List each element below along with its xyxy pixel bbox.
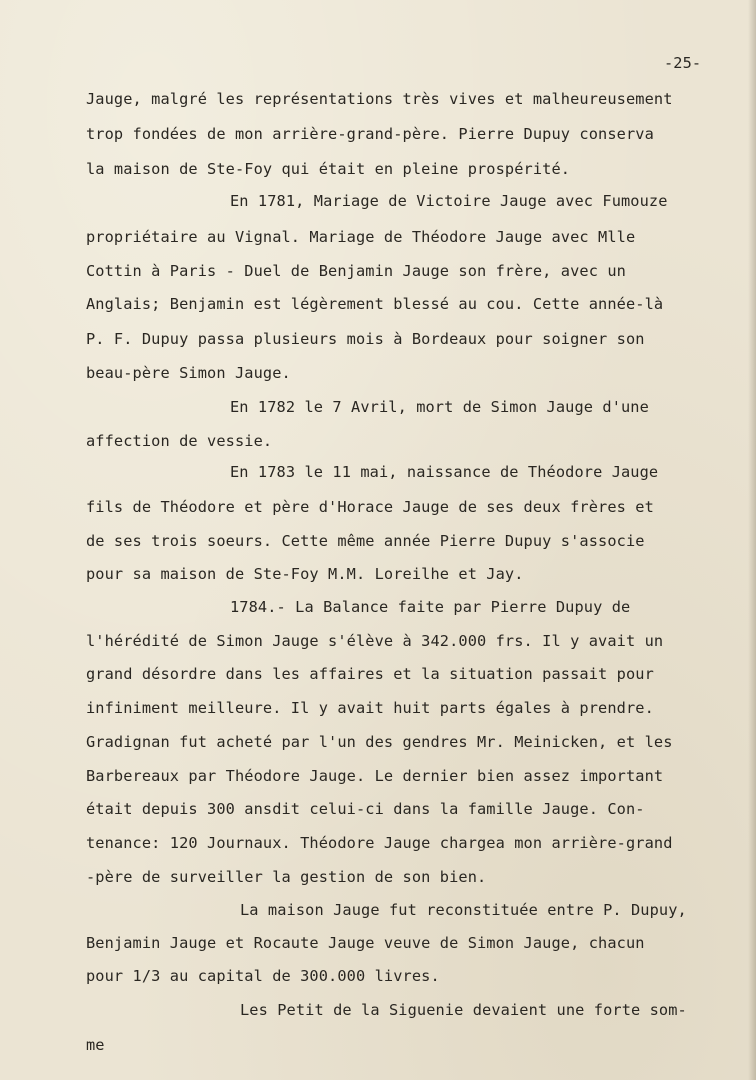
text-line: était depuis 300 ansdit celui-ci dans la famille Jauge. Con- [86, 800, 645, 818]
text-line: Gradignan fut acheté par l'un des gendres Mr. Meinicken, et les [86, 733, 673, 751]
page-number: -25- [664, 54, 702, 72]
text-line: trop fondées de mon arrière-grand-père. Pierre Dupuy conserva [86, 125, 654, 143]
text-line: La maison Jauge fut reconstituée entre P. Dupuy, [240, 901, 687, 919]
text-line: Barbereaux par Théodore Jauge. Le dernier bien assez important [86, 767, 664, 785]
text-line: -père de surveiller la gestion de son bien. [86, 868, 487, 886]
text-line: En 1782 le 7 Avril, mort de Simon Jauge d'une [230, 398, 649, 416]
text-line: tenance: 120 Journaux. Théodore Jauge chargea mon arrière-grand [86, 834, 673, 852]
text-line: pour 1/3 au capital de 300.000 livres. [86, 967, 440, 985]
text-line: Anglais; Benjamin est légèrement blessé au cou. Cette année-là [86, 295, 664, 313]
text-line: 1784.- La Balance faite par Pierre Dupuy de [230, 598, 631, 616]
text-line: Les Petit de la Siguenie devaient une forte som- [240, 1001, 687, 1019]
text-line: la maison de Ste-Foy qui était en pleine prospérité. [86, 160, 571, 178]
text-line: de ses trois soeurs. Cette même année Pierre Dupuy s'associe [86, 532, 645, 550]
text-line: En 1783 le 11 mai, naissance de Théodore Jauge [230, 463, 659, 481]
text-line: P. F. Dupuy passa plusieurs mois à Bordeaux pour soigner son [86, 330, 645, 348]
text-line: l'hérédité de Simon Jauge s'élève à 342.000 frs. Il y avait un [86, 632, 664, 650]
text-line: infiniment meilleure. Il y avait huit parts égales à prendre. [86, 699, 654, 717]
text-line: fils de Théodore et père d'Horace Jauge de ses deux frères et [86, 498, 654, 516]
text-line: En 1781, Mariage de Victoire Jauge avec Fumouze [230, 192, 668, 210]
text-line: me [86, 1036, 105, 1054]
text-line: Jauge, malgré les représentations très vives et malheureusement [86, 90, 673, 108]
text-line: grand désordre dans les affaires et la situation passait pour [86, 665, 654, 683]
text-line: Cottin à Paris - Duel de Benjamin Jauge son frère, avec un [86, 262, 626, 280]
text-line: pour sa maison de Ste-Foy M.M. Loreilhe et Jay. [86, 565, 524, 583]
page-edge-shadow [748, 0, 756, 1080]
text-line: Benjamin Jauge et Rocaute Jauge veuve de Simon Jauge, chacun [86, 934, 645, 952]
text-line: beau-père Simon Jauge. [86, 364, 291, 382]
text-line: propriétaire au Vignal. Mariage de Théodore Jauge avec Mlle [86, 228, 636, 246]
text-line: affection de vessie. [86, 432, 273, 450]
